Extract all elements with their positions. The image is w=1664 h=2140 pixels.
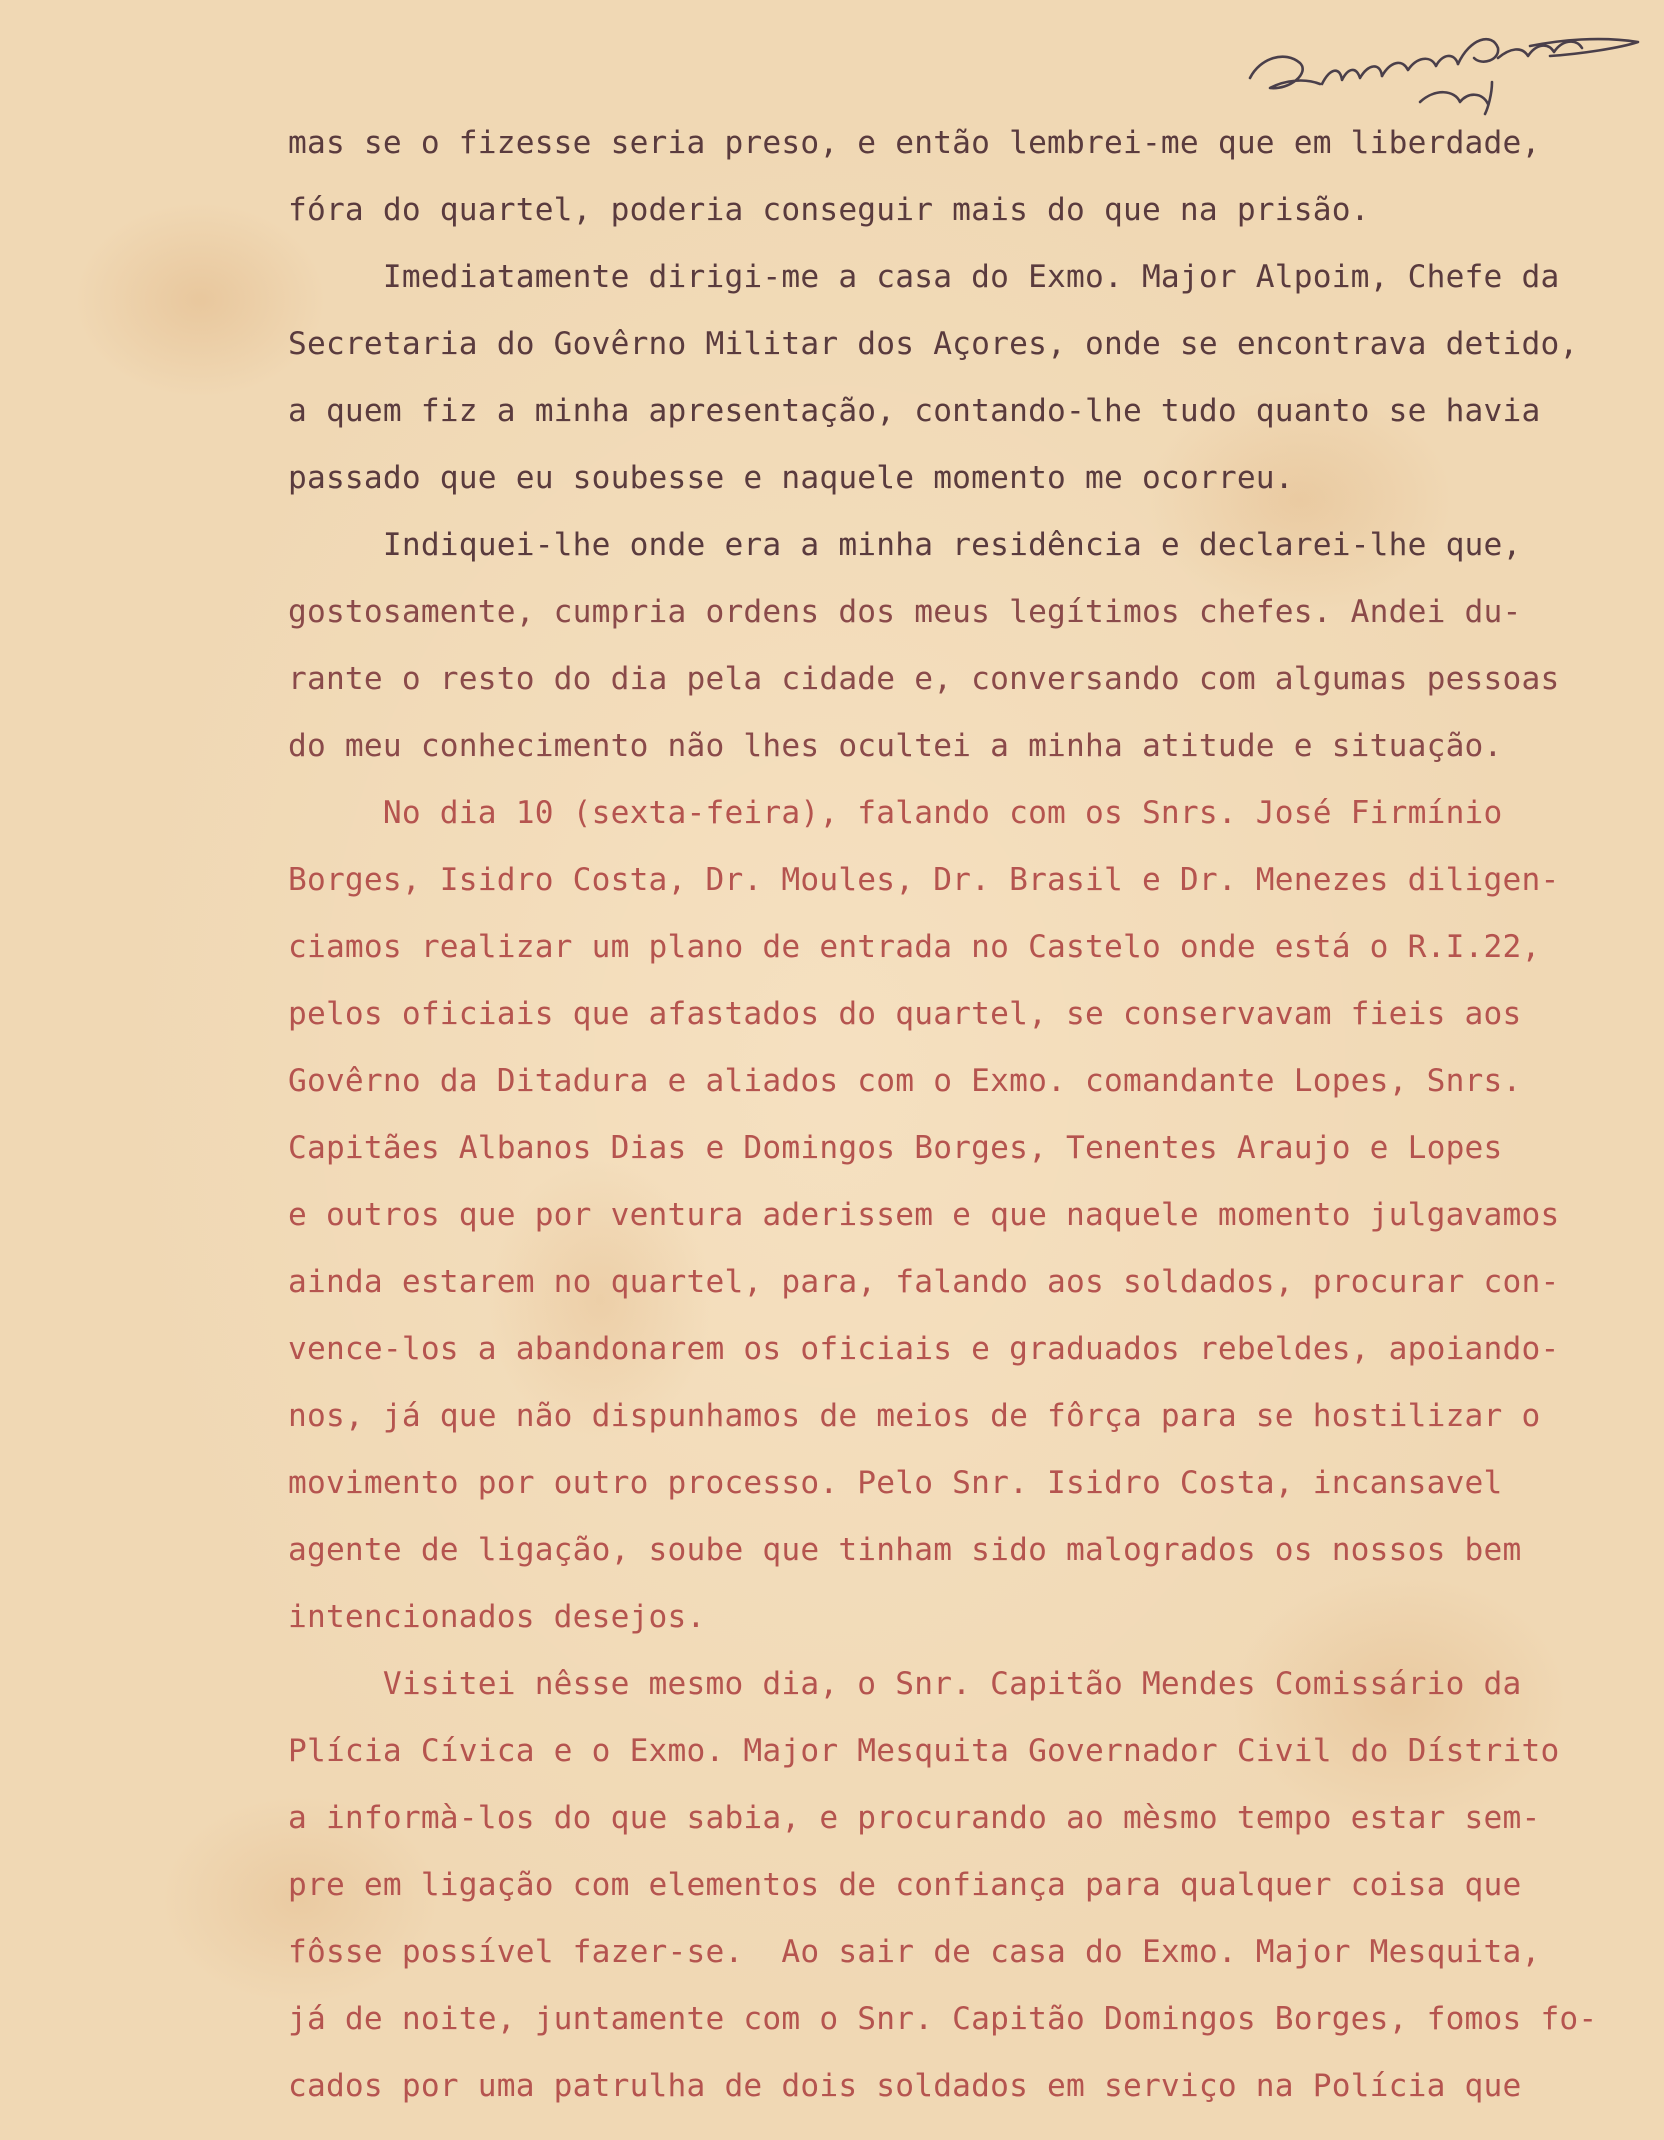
text-line-30: cados por uma patrulha de dois soldados em serviço na Polícia que (288, 2068, 1522, 2104)
text-line-4: Secretaria do Govêrno Militar dos Açores, onde se encontrava detido, (288, 326, 1579, 362)
text-line-5: a quem fiz a minha apresentação, contando-lhe tudo quanto se havia (288, 393, 1541, 429)
text-line-19: vence-los a abandonarem os oficiais e graduados rebeldes, apoiando- (288, 1331, 1560, 1367)
text-line-3: Imediatamente dirigi-me a casa do Exmo. Major Alpoim, Chefe da (288, 259, 1560, 295)
text-line-27: pre em ligação com elementos de confiança para qualquer coisa que (288, 1867, 1522, 1903)
text-line-6: passado que eu soubesse e naquele momento me ocorreu. (288, 460, 1294, 496)
typewritten-body (288, 110, 1633, 2120)
text-line-15: Govêrno da Ditadura e aliados com o Exmo. comandante Lopes, Snrs. (288, 1063, 1522, 1099)
text-line-8: gostosamente, cumpria ordens dos meus legítimos chefes. Andei du- (288, 594, 1522, 630)
text-line-10: do meu conhecimento não lhes ocultei a minha atitude e situação. (288, 728, 1503, 764)
text-line-28: fôsse possível fazer-se. Ao sair de casa do Exmo. Major Mesquita, (288, 1934, 1541, 1970)
text-line-14: pelos oficiais que afastados do quartel, se conservavam fieis aos (288, 996, 1522, 1032)
text-line-13: ciamos realizar um plano de entrada no Castelo onde está o R.I.22, (288, 929, 1541, 965)
text-line-2: fóra do quartel, poderia conseguir mais do que na prisão. (288, 192, 1370, 228)
text-line-12: Borges, Isidro Costa, Dr. Moules, Dr. Brasil e Dr. Menezes diligen- (288, 862, 1560, 898)
text-line-21: movimento por outro processo. Pelo Snr. Isidro Costa, incansavel (288, 1465, 1503, 1501)
text-line-9: rante o resto do dia pela cidade e, conversando com algumas pessoas (288, 661, 1560, 697)
text-line-1: mas se o fizesse seria preso, e então lembrei-me que em liberdade, (288, 125, 1541, 161)
text-line-18: ainda estarem no quartel, para, falando aos soldados, procurar con- (288, 1264, 1560, 1300)
text-line-26: a informà-los do que sabia, e procurando ao mèsmo tempo estar sem- (288, 1800, 1541, 1836)
text-line-16: Capitães Albanos Dias e Domingos Borges, Tenentes Araujo e Lopes (288, 1130, 1503, 1166)
text-line-29: já de noite, juntamente com o Snr. Capitão Domingos Borges, fomos fo- (288, 2001, 1598, 2037)
text-line-17: e outros que por ventura aderissem e que naquele momento julgavamos (288, 1197, 1560, 1233)
text-line-25: Plícia Cívica e o Exmo. Major Mesquita Governador Civil do Dístrito (288, 1733, 1560, 1769)
text-line-23: intencionados desejos. (288, 1599, 706, 1635)
text-line-11: No dia 10 (sexta-feira), falando com os Snrs. José Firmínio (288, 795, 1503, 831)
text-line-24: Visitei nêsse mesmo dia, o Snr. Capitão Mendes Comissário da (288, 1666, 1522, 1702)
text-line-22: agente de ligação, soube que tinham sido malogrados os nossos bem (288, 1532, 1522, 1568)
text-line-20: nos, já que não dispunhamos de meios de fôrça para se hostilizar o (288, 1398, 1541, 1434)
text-line-7: Indiquei-lhe onde era a minha residência e declarei-lhe que, (288, 527, 1522, 563)
